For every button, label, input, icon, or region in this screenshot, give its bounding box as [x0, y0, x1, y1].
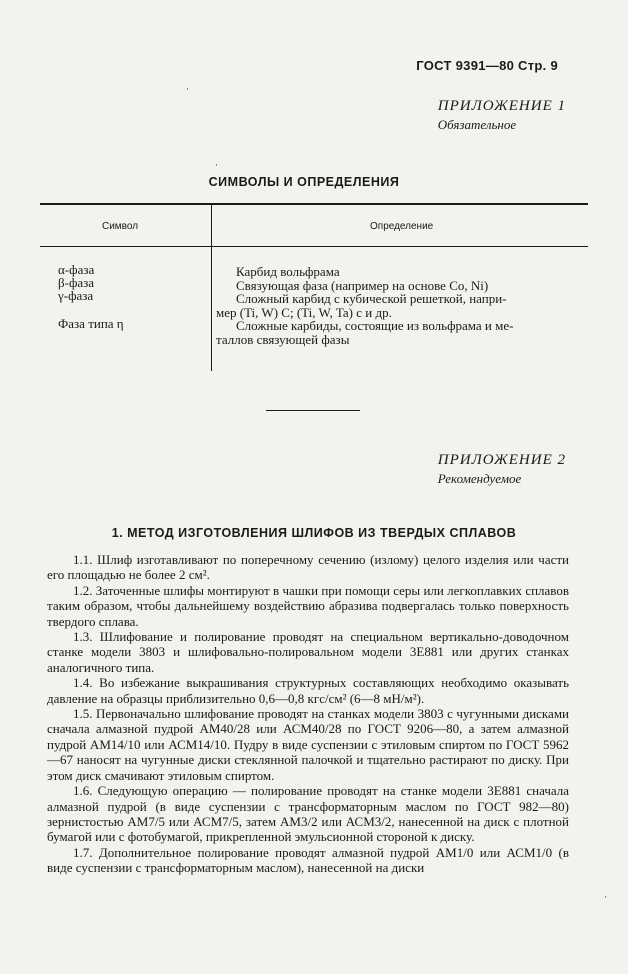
definitions	[216, 264, 576, 347]
appendix-1-heading	[438, 98, 566, 133]
scan-speck: ·	[604, 892, 607, 902]
definition-line: мер (Ti, W) C; (Ti, W, Ta) с и др.	[216, 304, 392, 320]
definition-line: Связующая фаза (например на основе Co, Ni)	[236, 277, 489, 293]
paragraph-1-1: 1.1. Шлиф изготавливают по поперечному сечению (излому) целого изделия или части его площадью не более 2 см².	[47, 552, 569, 583]
appendix-1-subtitle: Обязательное	[437, 117, 517, 132]
appendix-2-title: ПРИЛОЖЕНИЕ 2	[437, 452, 566, 468]
appendix-2-subtitle: Рекомендуемое	[437, 471, 522, 486]
paragraph-1-5: 1.5. Первоначально шлифование проводят на станках модели 3803 с чугунными дисками сначала алмазной пудрой АМ40/28 или АСМ40/28 по ГОСТ 9206—80, а затем алмазной пудрой АМ14/10 или АСМ14/10. Пудру в виде суспензии с этиловым спиртом по ГОСТ 5962—67 наносят на чугунные диски стеклянной палочкой и тщательно растирают по диску. При этом диск смачивают этиловым спиртом.	[47, 706, 569, 783]
definition-line: Сложный карбид с кубической решеткой, напри-	[236, 291, 507, 307]
paragraph-1-3: 1.3. Шлифование и полирование проводят на специальном вертикально-доводочном станке модели 3803 и шлифовально-полировальном модели 3Е881 или других станках аналогичного типа.	[47, 629, 569, 675]
scan-speck: ·	[215, 160, 218, 170]
appendix-1-title: ПРИЛОЖЕНИЕ 1	[437, 98, 566, 114]
paragraph-1-2: 1.2. Заточенные шлифы монтируют в чашки при помощи серы или легкоплавких сплавов таким образом, чтобы дальнейшему воздействию абразива подвергалась только поверхность твердого сплава.	[47, 582, 569, 629]
symbol-beta: β-фаза	[58, 275, 95, 290]
scan-speck: ·	[186, 84, 189, 94]
paragraph-1-7: 1.7. Дополнительное полирование проводят алмазной пудрой АМ1/0 или АСМ1/0 (в виде суспензии с трансформаторным маслом), нанесенной на диски	[47, 844, 569, 876]
table-column-divider	[211, 203, 212, 371]
method-section-title: 1. МЕТОД ИЗГОТОВЛЕНИЯ ШЛИФОВ ИЗ ТВЕРДЫХ СПЛАВОВ	[111, 526, 517, 540]
symbols-table	[40, 203, 588, 371]
section-separator	[266, 410, 360, 411]
table-header-rule	[40, 246, 588, 247]
symbols-section-title: СИМВОЛЫ И ОПРЕДЕЛЕНИЯ	[208, 175, 400, 189]
column-header-definition: Определение	[370, 221, 434, 232]
table-top-rule	[40, 203, 588, 205]
symbol-alpha: α-фаза	[58, 262, 95, 277]
definition-line: таллов связующей фазы	[216, 331, 350, 347]
column-header-symbol: Символ	[102, 221, 139, 232]
method-body	[47, 552, 569, 876]
paragraph-1-6: 1.6. Следующую операцию — полирование проводят на станке модели 3Е881 сначала алмазной пудрой (в виде суспензии с трансформаторным маслом по ГОСТ 982—80) зернистостью АМ7/5 или АСМ7/5, затем АМ3/2 или АСМ3/2, нанесенной на диск с плотной бумагой или с фотобумагой, прикрепленной эмульсионной стороной к диску.	[47, 783, 569, 845]
paragraph-1-4: 1.4. Во избежание выкрашивания структурных составляющих необходимо оказывать давление на образцы приблизительно 0,6—0,8 кгс/см² (6—8 мН/м²).	[47, 675, 569, 706]
symbol-gamma: γ-фаза	[58, 288, 94, 303]
appendix-2-heading	[438, 452, 566, 487]
definition-line: Карбид вольфрама	[236, 264, 340, 279]
page-header: ГОСТ 9391—80 Стр. 9	[416, 58, 558, 73]
symbol-eta: Фаза типа η	[58, 316, 124, 331]
definition-line: Сложные карбиды, состоящие из вольфрама и ме-	[236, 318, 514, 334]
